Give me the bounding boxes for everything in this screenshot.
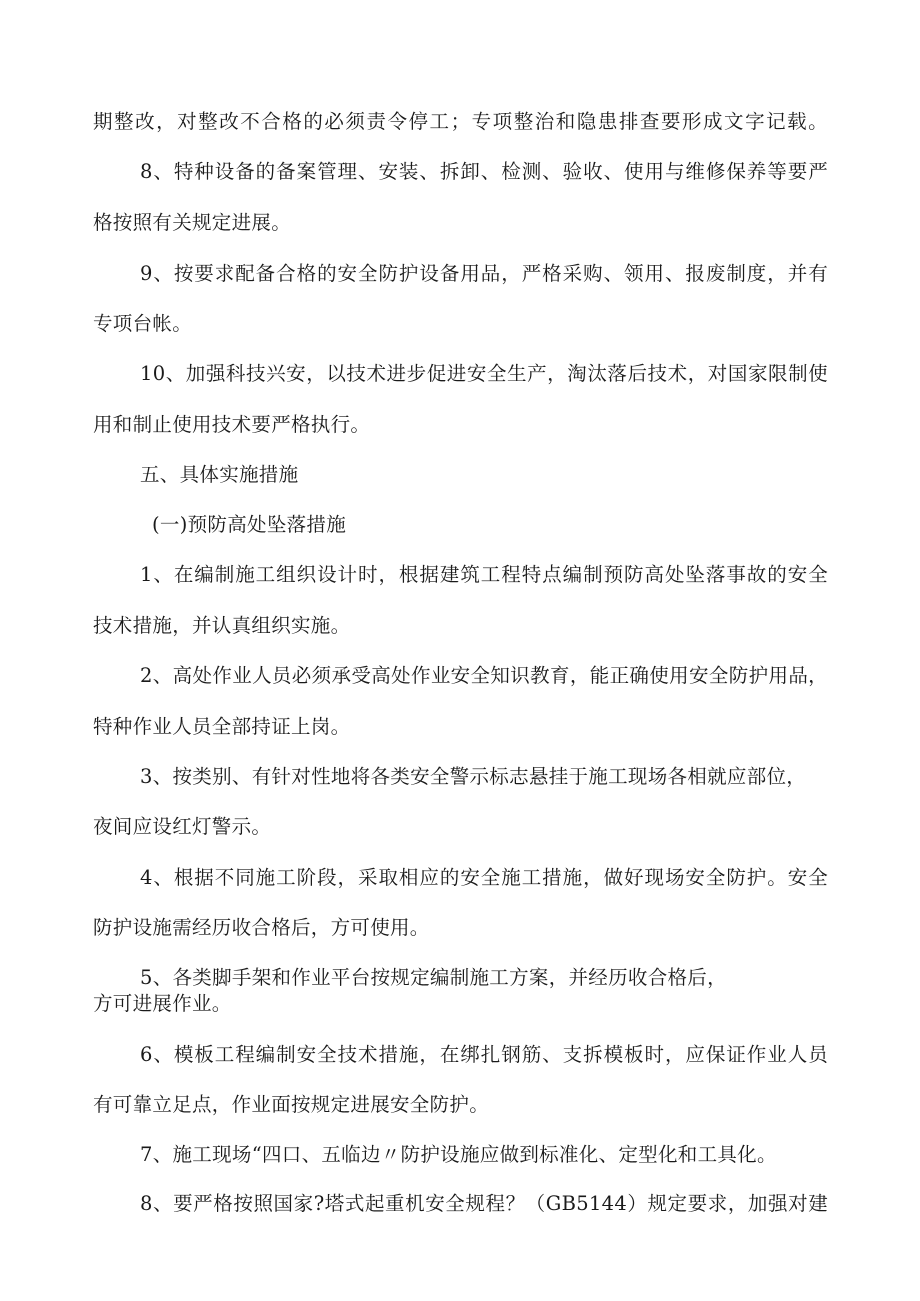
text-line: 有可靠立足点，作业面按规定进展安全防护。 <box>93 1093 490 1116</box>
section-heading: 五、具体实施措施 <box>140 463 299 486</box>
text-line: 技术措施，并认真组织实施。 <box>93 614 351 637</box>
text-line: 5、各类脚手架和作业平台按规定编制施工方案，并经历收合格后， <box>140 966 727 989</box>
text-line: 9、按要求配备合格的安全防护设备用品，严格采购、领用、报废制度，并有 <box>140 262 828 285</box>
text-line: 2、高处作业人员必须承受高处作业安全知识教育，能正确使用安全防护用品， <box>140 664 828 687</box>
text-line: 10、加强科技兴安，以技术进步促进安全生产，淘汰落后技术，对国家限制使 <box>140 362 828 385</box>
text-line: 6、模板工程编制安全技术措施，在绑扎钢筋、支拆模板时，应保证作业人员 <box>140 1043 828 1066</box>
text-line: 方可进展作业。 <box>93 992 232 1015</box>
text-line: 夜间应设红灯警示。 <box>93 815 272 838</box>
text-line: 专项台帐。 <box>93 312 193 335</box>
text-line: 用和制止使用技术要严格执行。 <box>93 413 371 436</box>
text-line: 3、按类别、有针对性地将各类安全警示标志悬挂于施工现场各相就应部位， <box>140 765 807 788</box>
text-line: 4、根据不同施工阶段，采取相应的安全施工措施，做好现场安全防护。安全 <box>140 866 828 889</box>
subsection-heading: (一)预防高处坠落措施 <box>152 513 347 536</box>
text-line: 格按照有关规定进展。 <box>93 211 292 234</box>
text-line: 期整改，对整改不合格的必须责令停工；专项整治和隐患排查要形成文字记载。 <box>93 110 828 133</box>
text-line: 特种作业人员全部持证上岗。 <box>93 715 351 738</box>
text-line: 8、特种设备的备案管理、安装、拆卸、检测、验收、使用与维修保养等要严 <box>140 160 828 183</box>
text-line: 7、施工现场“四口、五临边〃防护设施应做到标准化、定型化和工具化。 <box>140 1143 777 1166</box>
text-line: 1、在编制施工组织设计时，根据建筑工程特点编制预防高处坠落事故的安全 <box>140 563 828 586</box>
text-line: 防护设施需经历收合格后，方可使用。 <box>93 916 430 939</box>
text-line: 8、要严格按照国家?塔式起重机安全规程？（GB5144）规定要求，加强对建 <box>140 1192 828 1215</box>
